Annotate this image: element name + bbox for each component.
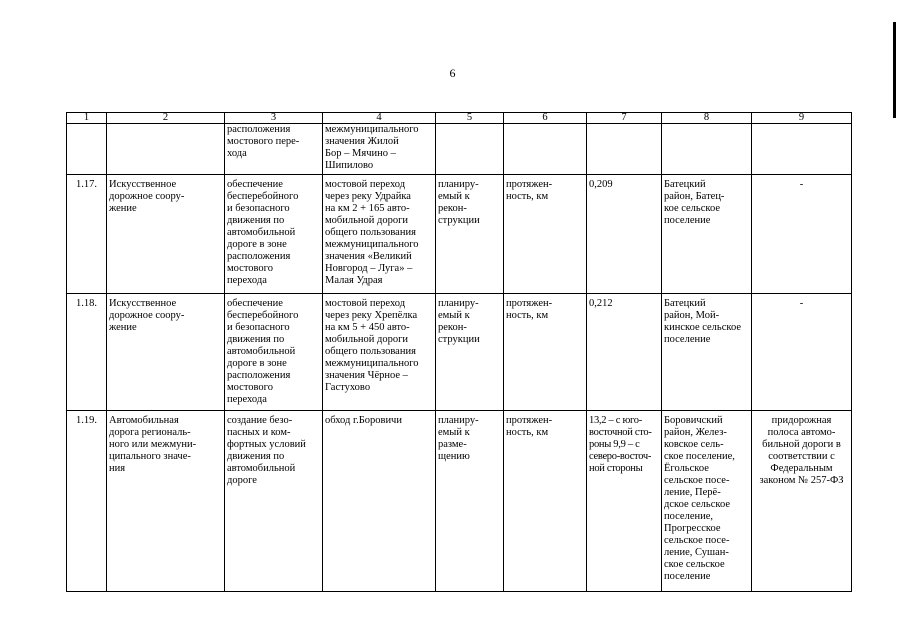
row-number-cell: 1.17. [67, 175, 107, 294]
status-cell: планиру- емый к рекон- струкции [436, 294, 504, 411]
object-name-cell: мостовой переход через реку Удрайка на км 2 + 165 авто- мобильной дороги общего пользования межмуниципального значения «Великий Новгород – Луга» – Малая Удрая [323, 175, 436, 294]
row-number-cell: 1.18. [67, 294, 107, 411]
characteristic-cell [504, 124, 587, 175]
purpose-cell: обеспечение бесперебойного и безопасного движения по автомобильной дороге в зоне расположения мостового перехода [225, 294, 323, 411]
object-name-cell: мостовой переход через реку Хрепёлка на км 5 + 450 авто- мобильной дороги общего пользования межмуниципального значения Чёрное – Гастухово [323, 294, 436, 411]
value-cell: 0,212 [587, 294, 662, 411]
location-cell: Боровичский район, Желез- ковское сель- ское поселение, Ёгольское сельское посе- ление, Перё- дское сельское поселение, Прогресское сельское посе- ление, Сушан- ское сельское поселение [662, 411, 752, 592]
column-header: 6 [504, 113, 587, 124]
column-header: 4 [323, 113, 436, 124]
table-header-row [67, 113, 852, 124]
object-type-cell: Искусственное дорожное соору- жение [107, 294, 225, 411]
purpose-cell: расположения мостового пере- хода [225, 124, 323, 175]
zone-cell [752, 124, 852, 175]
value-cell [587, 124, 662, 175]
characteristic-cell: протяжен- ность, км [504, 175, 587, 294]
location-cell: Батецкий район, Батец- кое сельское поселение [662, 175, 752, 294]
characteristic-cell: протяжен- ность, км [504, 411, 587, 592]
zone-cell: - [752, 294, 852, 411]
column-header: 2 [107, 113, 225, 124]
value-cell: 0,209 [587, 175, 662, 294]
location-cell [662, 124, 752, 175]
status-cell [436, 124, 504, 175]
table-row [67, 175, 852, 294]
object-type-cell: Искусственное дорожное соору- жение [107, 175, 225, 294]
column-header: 5 [436, 113, 504, 124]
column-header: 3 [225, 113, 323, 124]
column-header: 8 [662, 113, 752, 124]
characteristic-cell: протяжен- ность, км [504, 294, 587, 411]
row-number-cell: 1.19. [67, 411, 107, 592]
value-cell: 13,2 – с юго- восточной сто- роны 9,9 – с северо-восточ- ной стороны [587, 411, 662, 592]
page-number: 6 [449, 66, 456, 80]
object-type-cell: Автомобильная дорога региональ- ного или межмуни- ципального значе- ния [107, 411, 225, 592]
column-header: 9 [752, 113, 852, 124]
object-name-cell: обход г.Боровичи [323, 411, 436, 592]
zone-cell: придорожная полоса автомо- бильной дороги в соответствии с Федеральным законом № 257-ФЗ [752, 411, 852, 592]
table-row [67, 411, 852, 592]
table-row [67, 294, 852, 411]
table-row [67, 124, 852, 175]
purpose-cell: создание безо- пасных и ком- фортных условий движения по автомобильной дороге [225, 411, 323, 592]
status-cell: планиру- емый к разме- щению [436, 411, 504, 592]
purpose-cell: обеспечение бесперебойного и безопасного движения по автомобильной дороге в зоне расположения мостового перехода [225, 175, 323, 294]
column-header: 1 [67, 113, 107, 124]
row-number-cell [67, 124, 107, 175]
object-type-cell [107, 124, 225, 175]
column-header: 7 [587, 113, 662, 124]
status-cell: планиру- емый к рекон- струкции [436, 175, 504, 294]
object-name-cell: межмуниципального значения Жилой Бор – Мячино – Шипилово [323, 124, 436, 175]
zone-cell: - [752, 175, 852, 294]
location-cell: Батецкий район, Мой- кинское сельское поселение [662, 294, 752, 411]
planning-table [66, 112, 852, 592]
